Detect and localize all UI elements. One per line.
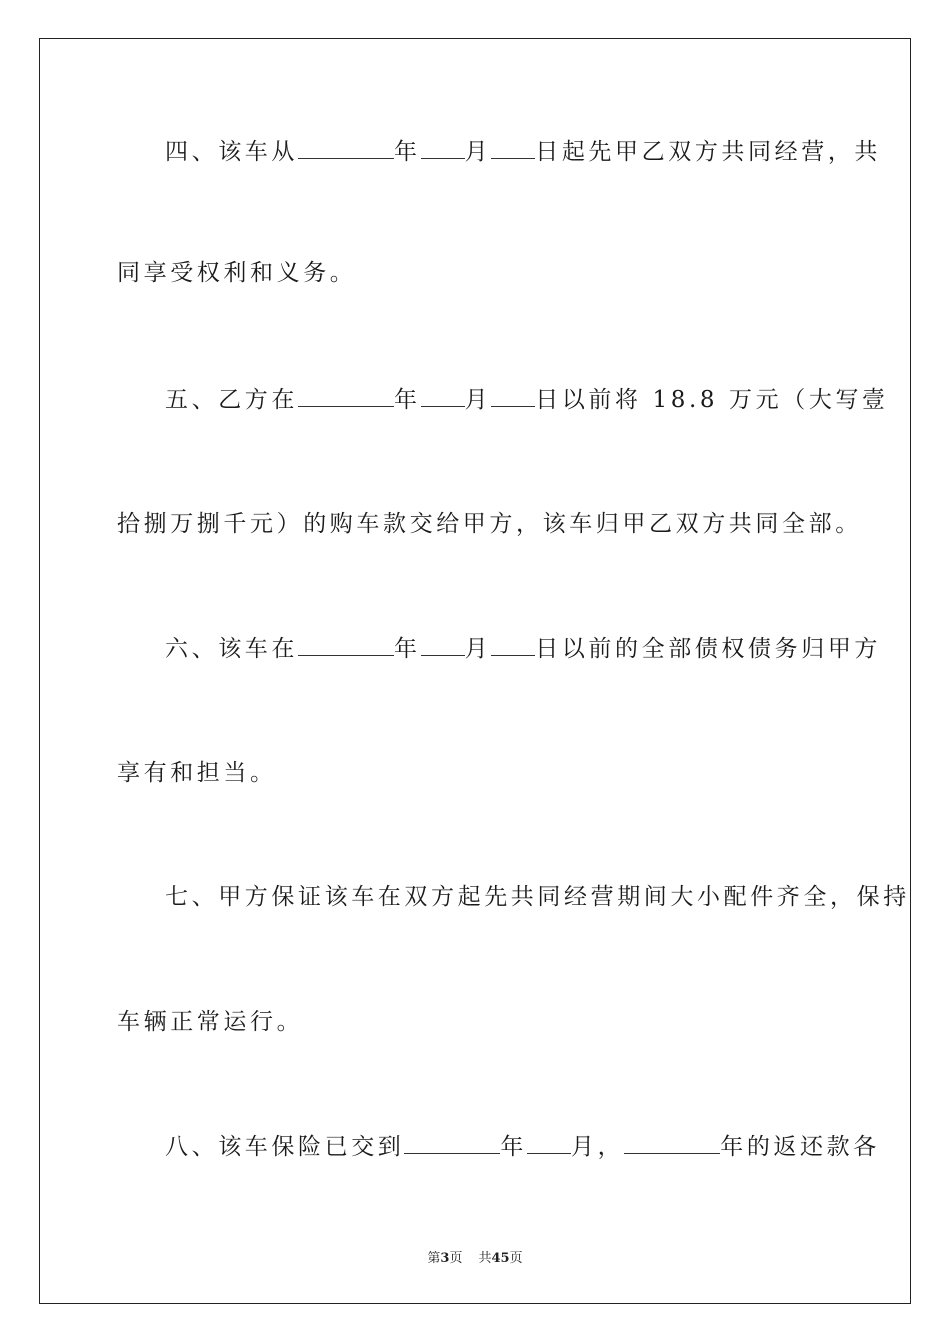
p8-text-a: 八、该车保险已交到	[165, 1134, 405, 1160]
day-blank[interactable]	[491, 633, 535, 656]
paragraph-5-line-2: 拾捌万捌千元）的购车款交给甲方，该车归甲乙双方共同全部。	[117, 511, 862, 537]
p5-text-b: 年	[394, 387, 421, 413]
total-suffix: 页	[509, 1251, 523, 1266]
month-blank[interactable]	[421, 136, 465, 159]
p6-text-b: 年	[394, 636, 421, 662]
total-pages: 45	[491, 1251, 510, 1266]
p5-text-d: 日以前将 18.8 万元（大写壹	[535, 387, 889, 413]
day-blank[interactable]	[491, 136, 535, 159]
total-prefix: 共	[478, 1251, 492, 1266]
paragraph-7-line-2: 车辆正常运行。	[117, 1009, 304, 1035]
p6-text-c: 月	[464, 636, 492, 662]
paragraph-6-line-1	[117, 633, 882, 663]
paragraph-4-line-2: 同享受权利和义务。	[117, 260, 357, 286]
paragraph-6-line-2: 享有和担当。	[117, 760, 277, 786]
paragraph-8-line-1	[117, 1131, 880, 1161]
year-blank[interactable]	[298, 633, 394, 656]
page-footer	[0, 1247, 950, 1266]
month-blank[interactable]	[527, 1131, 571, 1154]
page-border	[39, 38, 911, 1304]
year-blank-2[interactable]	[624, 1131, 720, 1154]
p4-text-c: 月	[464, 139, 492, 165]
p6-text-d: 日以前的全部债权债务归甲方	[535, 636, 882, 662]
p4-text-d: 日起先甲乙双方共同经营，共	[535, 139, 882, 165]
year-blank[interactable]	[404, 1131, 500, 1154]
p8-text-d: 年的返还款各	[720, 1134, 880, 1160]
page-prefix: 第	[427, 1251, 441, 1266]
year-blank[interactable]	[298, 384, 394, 407]
day-blank[interactable]	[491, 384, 535, 407]
paragraph-5-line-1	[117, 384, 889, 414]
paragraph-4-line-1	[117, 136, 882, 166]
p5-text-c: 月	[464, 387, 492, 413]
page-number: 3	[440, 1251, 450, 1266]
p6-text-a: 六、该车在	[165, 636, 298, 662]
p4-text-a: 四、该车从	[165, 139, 298, 165]
p8-text-c: 月，	[571, 1134, 625, 1160]
year-blank[interactable]	[298, 136, 394, 159]
p5-text-a: 五、乙方在	[165, 387, 298, 413]
month-blank[interactable]	[421, 384, 465, 407]
page-suffix: 页	[449, 1251, 463, 1266]
p4-text-b: 年	[394, 139, 421, 165]
paragraph-7-line-1: 七、甲方保证该车在双方起先共同经营期间大小配件齐全，保持	[165, 884, 910, 910]
month-blank[interactable]	[421, 633, 465, 656]
p8-text-b: 年	[500, 1134, 528, 1160]
